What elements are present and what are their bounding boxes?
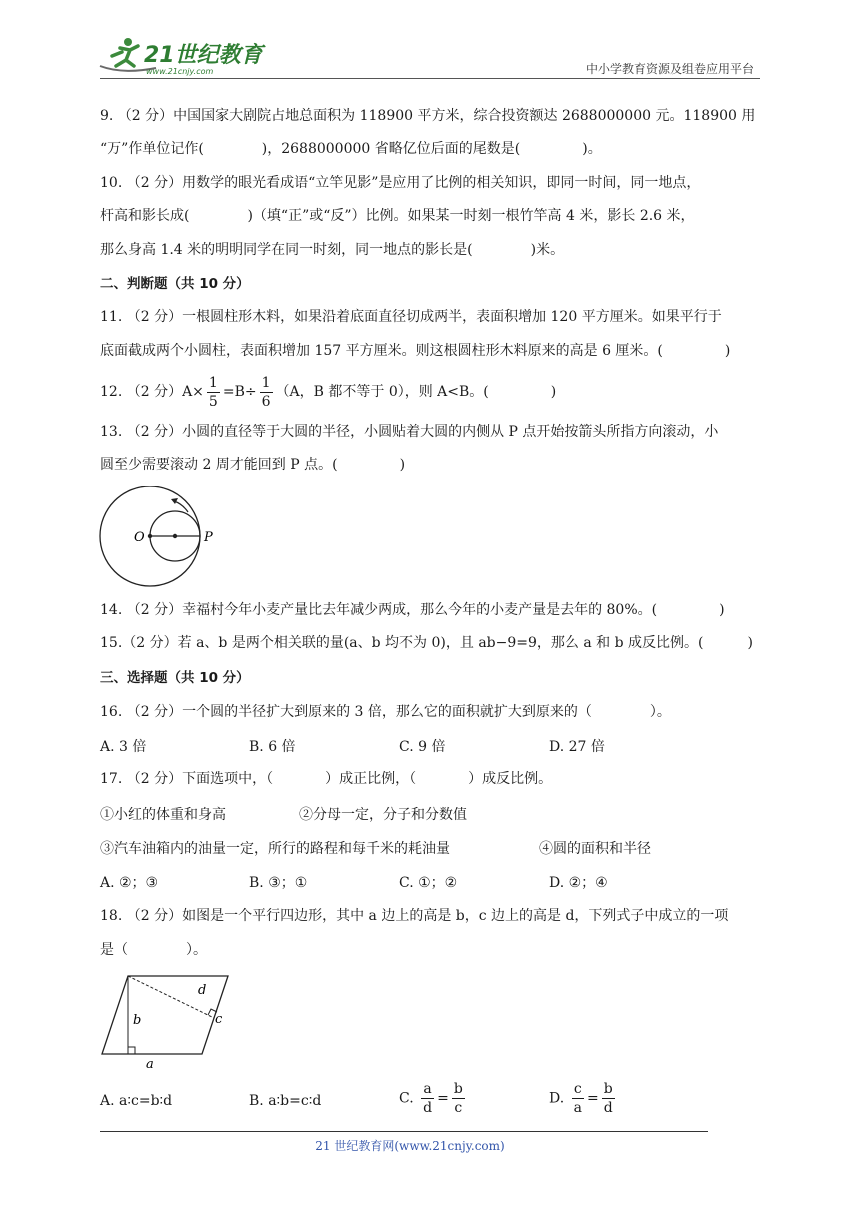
q17-item-2: ②分母一定，分子和分数值 [299,807,467,823]
q16-option-a[interactable]: A. 3 倍 [100,739,147,755]
header-divider [100,78,760,79]
label-c: c [215,1012,223,1027]
section-judgement-title: 二、判断题（共 10 分） [100,276,250,292]
q17-option-b[interactable]: B. ③；① [249,875,308,891]
q13-circle-figure [96,486,226,588]
logo-url: www.21cnjy.com [146,67,214,76]
q18-option-a[interactable]: A. a∶c=b∶d [100,1093,173,1109]
label-b: b [133,1013,142,1028]
q12-line: 12. （2 分）A× $\frac{1}{5}$ =B÷ $\frac{1}{6}$ （A，B 都不等于 0），则 A<B。( ) [100,374,557,410]
q13-line2: 圆至少需要滚动 2 周才能回到 P 点。( ) [100,457,406,473]
q11-line1: 11. （2 分）一根圆柱形木料，如果沿着底面直径切成两半，表面积增加 120 平方厘米。如果平行于 [100,309,722,325]
q18-line1: 18. （2 分）如图是一个平行四边形，其中 a 边上的高是 b，c 边上的高是 d，下列式子中成立的一项 [100,908,729,924]
q11-line2: 底面截成两个小圆柱，表面积增加 157 平方厘米。则这根圆柱形木料原来的高是 6 厘米。( ) [100,343,731,359]
label-a: a [146,1057,154,1070]
q16-option-d[interactable]: D. 27 倍 [549,739,605,755]
q10-line3: 那么身高 1.4 米的明明同学在同一时刻，同一地点的影长是( )米。 [100,242,565,258]
q15-line: 15.（2 分）若 a、b 是两个相关联的量(a、b 均不为 0)，且 ab−9=9，那么 a 和 b 成反比例。( ) [100,635,753,651]
q18-option-b[interactable]: B. a∶b=c∶d [249,1093,322,1109]
q17-option-a[interactable]: A. ②；③ [100,875,159,891]
section-choice-title: 三、选择题（共 10 分） [100,670,250,686]
logo-wordmark: 21世纪教育 [144,43,263,68]
q16-option-b[interactable]: B. 6 倍 [249,739,296,755]
q13-line1: 13. （2 分）小圆的直径等于大圆的半径，小圆贴着大圆的内侧从 P 点开始按箭头所指方向滚动，小 [100,424,719,440]
footer [0,1137,860,1154]
q17-line: 17. （2 分）下面选项中，（ ）成正比例，（ ）成反比例。 [100,771,553,787]
label-d: d [198,983,207,998]
site-logo [96,36,266,78]
q14-line: 14. （2 分）幸福村今年小麦产量比去年减少两成，那么今年的小麦产量是去年的 80%。( ) [100,602,725,618]
parallelogram-shape [102,976,228,1054]
q12-fraction-2: $\frac{1}{6}$ [261,374,271,410]
q10-line2: 杆高和影长成( )（填“正”或“反”）比例。如果某一时刻一根竹竿高 4 米，影长 2.6 米， [100,208,695,224]
q9-line1: 9. （2 分）中国国家大剧院占地总面积为 118900 平方米，综合投资额达 2688000000 元。118900 用 [100,108,756,124]
label-p: P [204,530,213,545]
q12-fraction-1: $\frac{1}{5}$ [208,374,218,410]
footer-link[interactable]: 21 世纪教育网(www.21cnjy.com) [315,1139,505,1153]
q17-item-1: ①小红的体重和身高 [100,807,226,823]
q18-option-d[interactable]: D. $\frac{c}{a}$ = $\frac{b}{d}$ [549,1081,613,1116]
q17-option-d[interactable]: D. ②；④ [549,875,608,891]
q18-parallelogram-figure [96,970,236,1070]
q9-line2: “万”作单位记作( )，2688000000 省略亿位后面的尾数是( )。 [100,141,602,157]
header-platform-text: 中小学教育资源及组卷应用平台 [585,62,754,76]
direction-arrow-icon [174,501,188,512]
footer-divider [100,1131,708,1132]
q16-option-c[interactable]: C. 9 倍 [399,739,446,755]
q17-item-4: ④圆的面积和半径 [539,841,651,857]
label-o: O [134,530,145,545]
q18-option-c[interactable]: C. $\frac{a}{d}$ = $\frac{b}{c}$ [399,1081,463,1116]
q17-option-c[interactable]: C. ①；② [399,875,458,891]
q17-item-3: ③汽车油箱内的油量一定，所行的路程和每千米的耗油量 [100,841,450,857]
q16-line: 16. （2 分）一个圆的半径扩大到原来的 3 倍，那么它的面积就扩大到原来的（ ）。 [100,704,671,720]
q10-line1: 10. （2 分）用数学的眼光看成语“立竿见影”是应用了比例的相关知识，即同一时间，同一地点， [100,175,701,191]
q18-line2: 是（ ）。 [100,942,207,958]
